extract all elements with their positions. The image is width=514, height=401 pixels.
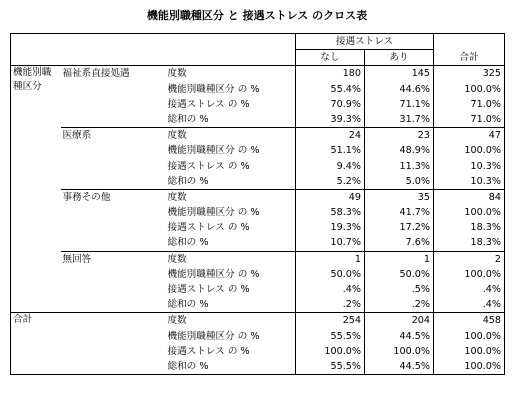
table-cell: 71.0% [434,112,505,128]
table-cell: 9.4% [296,159,365,174]
table-cell: 48.9% [365,143,434,158]
table-cell: 35 [365,189,434,205]
row-group-label: 無回答 [61,251,166,313]
row-group-label: 事務その他 [61,189,166,251]
statistic-label: 機能別職種区分 の % [167,207,260,219]
table-cell: 100.0% [434,329,505,344]
statistic-label: 接遇ストレス の % [167,345,250,357]
statistic-label: 機能別職種区分 の % [167,83,260,95]
table-cell: 5.2% [296,174,365,190]
table-cell: 100.0% [434,344,505,359]
table-cell: 10.3% [434,174,505,190]
table-cell: .5% [365,282,434,297]
column-header-nashi: なし [296,50,365,66]
table-cell: 145 [365,66,434,82]
table-cell: .4% [434,297,505,313]
table-cell: .2% [296,297,365,313]
statistic-label: 総和の % [167,237,209,249]
statistic-label: 接遇ストレス の % [167,98,250,110]
table-cell: 10.3% [434,159,505,174]
table-cell: 50.0% [296,267,365,282]
table-cell: 180 [296,66,365,82]
table-cell: 18.3% [434,235,505,251]
table-cell: 10.7% [296,235,365,251]
table-cell: 55.5% [296,359,365,375]
table-cell: 55.4% [296,82,365,97]
table-cell: 84 [434,189,505,205]
table-cell: 18.3% [434,220,505,235]
total-row-label: 合計 [11,313,166,375]
table-row [11,189,505,205]
table-cell: 51.1% [296,143,365,158]
header-row-1 [11,34,505,50]
table-cell: 100.0% [434,82,505,97]
table-cell: 325 [434,66,505,82]
table-cell: 254 [296,313,365,329]
table-cell: 17.2% [365,220,434,235]
table-cell: 24 [296,128,365,144]
statistic-label: 度数 [166,128,296,144]
statistic-label: 度数 [166,189,296,205]
row-group-label: 医療系 [61,128,166,190]
statistic-label: 総和の % [167,175,209,187]
table-cell: 44.5% [365,329,434,344]
statistic-label: 総和の % [166,359,296,375]
table-row [11,313,505,329]
crosstab-body [11,34,505,375]
statistic-label: 機能別職種区分 の % [167,330,260,342]
table-cell: 19.3% [296,220,365,235]
table-cell: 1 [365,251,434,267]
header-corner [11,34,296,66]
row-variable-label: 機能別職種区分 [11,66,61,313]
table-cell: 47 [434,128,505,144]
table-cell: 2 [434,251,505,267]
table-cell: 44.6% [365,82,434,97]
table-cell: 11.3% [365,159,434,174]
table-cell: 31.7% [365,112,434,128]
statistic-label: 接遇ストレス の % [167,284,250,295]
statistic-label: 度数 [166,66,296,82]
statistic-label: 接遇ストレス の % [167,222,250,234]
column-header-total: 合計 [434,34,505,66]
table-cell: 49 [296,189,365,205]
table-cell: 23 [365,128,434,144]
table-cell: 100.0% [434,143,505,158]
row-group-label: 福祉系直接処遇 [61,66,166,128]
table-cell: 100.0% [434,359,505,375]
table-cell: 39.3% [296,112,365,128]
table-cell: 7.6% [365,235,434,251]
statistic-label: 総和の % [167,299,209,311]
crosstab-table [10,33,505,375]
table-title: 機能別職種区分 と 接遇ストレス のクロス表 [146,9,368,22]
table-cell: .4% [296,282,365,297]
column-header-ari: あり [365,50,434,66]
table-row [11,251,505,267]
table-cell: 100.0% [434,205,505,220]
statistic-label: 総和の % [167,113,209,125]
table-cell: 71.0% [434,97,505,112]
statistic-label: 機能別職種区分 の % [167,268,260,280]
table-cell: 71.1% [365,97,434,112]
table-cell: 1 [296,251,365,267]
table-cell: 58.3% [296,205,365,220]
column-group-header: 接遇ストレス [296,34,434,50]
table-cell: 55.5% [296,329,365,344]
table-row [11,128,505,144]
table-cell: 204 [365,313,434,329]
statistic-label: 機能別職種区分 の % [167,145,260,157]
statistic-label: 接遇ストレス の % [167,160,250,172]
table-cell: 41.7% [365,205,434,220]
table-cell: 44.5% [365,359,434,375]
table-cell: 5.0% [365,174,434,190]
statistic-label: 度数 [166,251,296,267]
table-row [11,66,505,82]
table-cell: 100.0% [296,344,365,359]
statistic-label: 度数 [166,313,296,329]
table-cell: 458 [434,313,505,329]
table-cell: 100.0% [434,267,505,282]
table-cell: .4% [434,282,505,297]
table-cell: .2% [365,297,434,313]
table-cell: 50.0% [365,267,434,282]
table-cell: 70.9% [296,97,365,112]
table-cell: 100.0% [365,344,434,359]
